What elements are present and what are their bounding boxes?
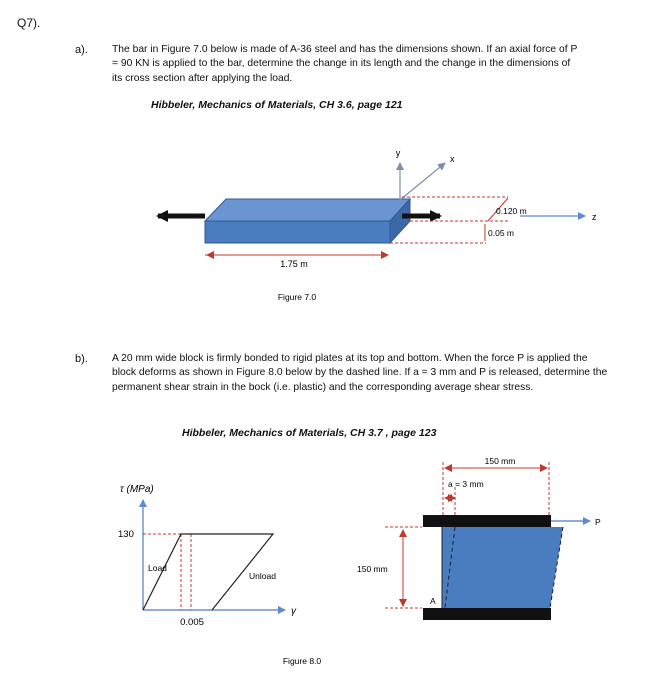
- figure-8-caption: Figure 8.0: [282, 656, 322, 666]
- corner-a-label: A: [430, 596, 436, 606]
- width-dim-label: 0.120 m: [496, 206, 527, 216]
- graph-y-axis-label: τ (MPa): [120, 484, 154, 495]
- block-top-dim-label: 150 mm: [484, 456, 516, 466]
- axis-y-label: y: [395, 148, 401, 158]
- figure-7-caption: Figure 7.0: [277, 292, 317, 302]
- block-side-dim-label: 150 mm: [357, 564, 388, 574]
- part-b-reference: Hibbeler, Mechanics of Materials, CH 3.7 , page 123: [182, 427, 437, 439]
- part-a-reference: Hibbeler, Mechanics of Materials, CH 3.6, page 121: [151, 99, 403, 111]
- axis-x-arrow: [400, 163, 445, 200]
- graph-y-value: 130: [118, 529, 134, 540]
- a-dim-label: a = 3 mm: [448, 479, 484, 489]
- stress-strain-graph: [143, 500, 285, 610]
- sheared-block: [423, 515, 563, 620]
- force-p-label: P: [595, 517, 601, 527]
- graph-x-value: 0.005: [180, 617, 204, 628]
- part-b-text: A 20 mm wide block is firmly bonded to rigid plates at its top and bottom. When the force P is applied the block deforms as shown in Figure 8.0 below by the dashed line. If a = 3 mm and P is released, determine the permanent shear strain in the bock (i.e. plastic) and the corresponding average shear stress.: [112, 353, 608, 393]
- part-b-label: b).: [75, 353, 88, 365]
- unload-label: Unload: [249, 571, 276, 581]
- load-label: Load: [148, 563, 167, 573]
- part-a-text: The bar in Figure 7.0 below is made of A-36 steel and has the dimensions shown. If an axial force of P = 90 KN is applied to the bar, determine the change in its length and the change in the dimensions of its cross section after applying the load.: [112, 44, 578, 84]
- part-a-label: a).: [75, 44, 88, 56]
- axis-z-label: z: [592, 212, 597, 222]
- length-dim-label: 1.75 m: [280, 259, 308, 269]
- height-dim-label: 0.05 m: [488, 228, 514, 238]
- graph-x-axis-symbol: γ: [291, 606, 296, 617]
- question-number: Q7).: [17, 16, 41, 30]
- figure-7-bar: [205, 199, 410, 243]
- axis-x-label: x: [450, 154, 455, 164]
